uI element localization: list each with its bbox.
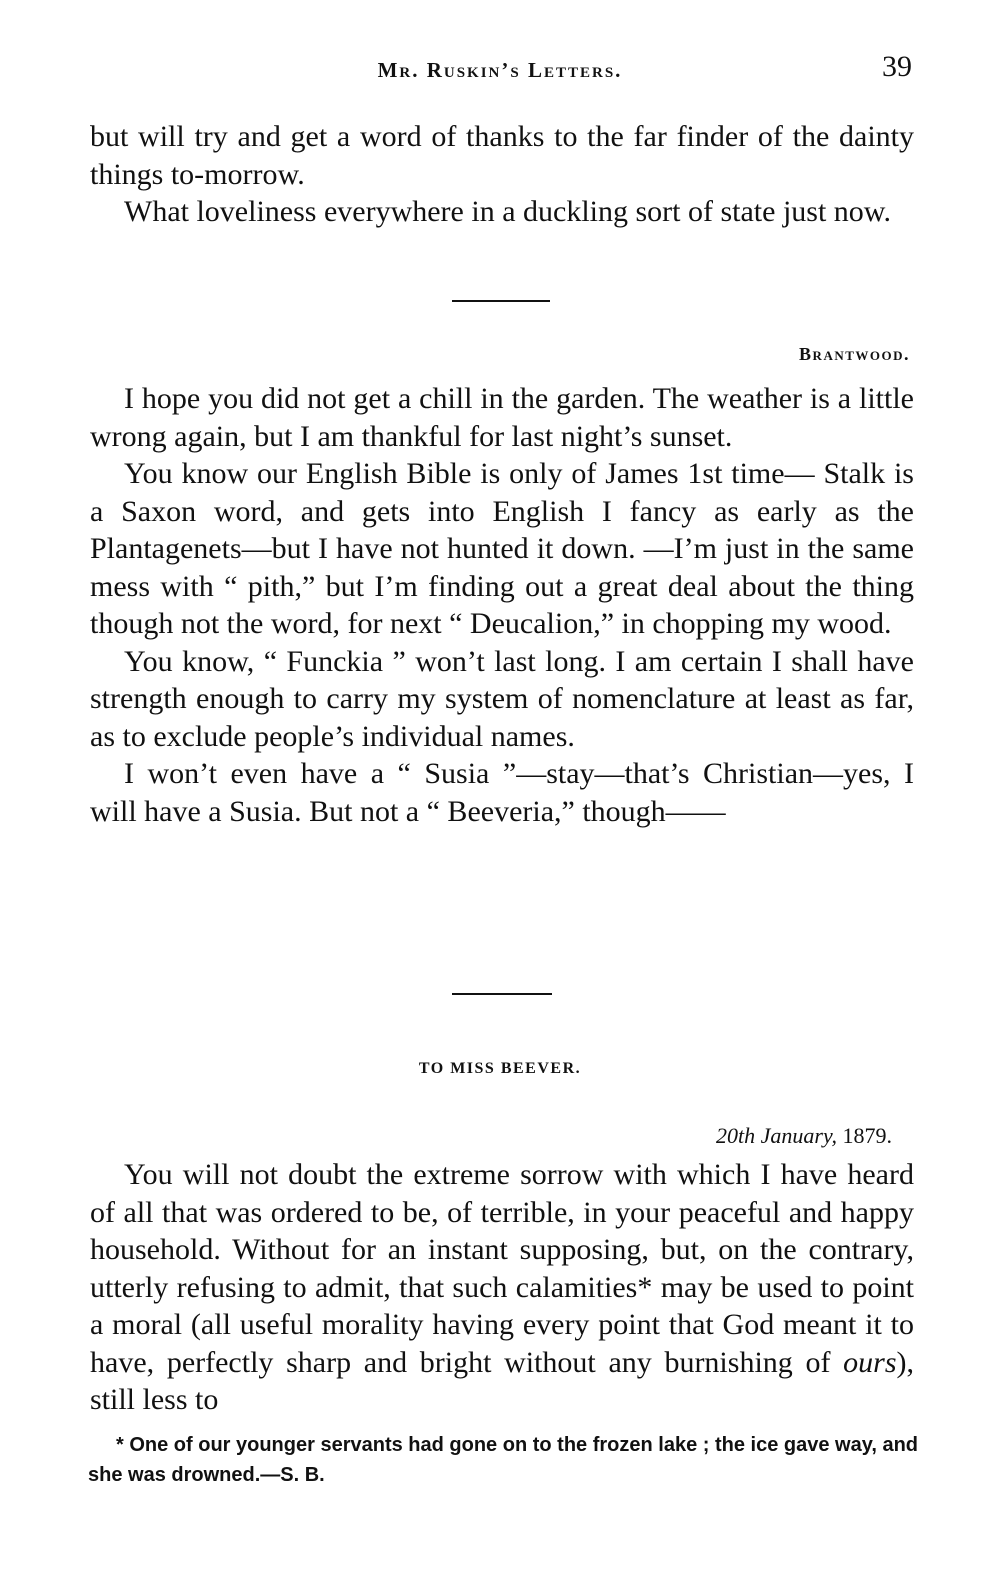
letter-brantwood — [90, 380, 914, 830]
footnote — [88, 1430, 918, 1490]
date-year: 1879. — [842, 1123, 892, 1148]
paragraph: You know our English Bible is only of James 1st time— Stalk is a Saxon word, and gets into English I fancy as early as the Plantagenets—but I have not hunted it down. —I’m just in the same mess with “ pith,” but I’m finding out a great deal about the thing though not the word, for next “ Deucalion,” in chopping my wood. — [90, 457, 914, 640]
page-number: 39 — [882, 50, 912, 83]
paragraph: What loveliness everywhere in a duckling sort of state just now. — [124, 195, 892, 228]
letter-heading: TO MISS BEEVER. — [418, 1060, 582, 1077]
paragraph-lead: You will not doubt the extreme sorrow with which I have heard of all that was ordered to be, of terrible, in your peaceful and happy household. Without for an instant supposing, but, on the contrary, utterly refusing to admit, that such calamities* may be used to point a moral (all useful morality having every point that God meant it to have, perfectly sharp and bright without any burnishing of — [90, 1158, 914, 1379]
section-divider — [452, 300, 550, 302]
footnote-text: * One of our younger servants had gone on to the frozen lake ; the ice gave way, and she was drowned.—S. B. — [88, 1434, 919, 1486]
paragraph: I won’t even have a “ Susia ”—stay—that’s Christian—yes, I will have a Susia. But not a “ Beeveria,” though—— — [90, 757, 914, 828]
letter-continuation — [90, 118, 914, 231]
paragraph-tail: ), still less to — [90, 1345, 914, 1416]
paragraph: but will try and get a word of thanks to the far finder of the dainty things to-morrow. — [90, 120, 914, 191]
running-title: Mr. Ruskin’s Letters. — [377, 58, 623, 82]
date-day-month: 20th January, — [716, 1123, 837, 1148]
paragraph-emphasis: ours — [843, 1345, 897, 1379]
running-head — [0, 50, 1000, 90]
paragraph: I hope you did not get a chill in the garden. The weather is a little wrong again, but I am thankful for last night’s sunset. — [90, 382, 914, 453]
letter-date — [716, 1123, 892, 1149]
section-divider — [452, 993, 552, 995]
paragraph — [90, 1156, 914, 1419]
paragraph: You know, “ Funckia ” won’t last long. I am certain I shall have strength enough to carry my system of nomenclature at least as far, as to exclude people’s individual names. — [90, 644, 914, 753]
letter-to-miss-beever — [90, 1156, 914, 1419]
letter-place: Brantwood. — [799, 344, 910, 364]
